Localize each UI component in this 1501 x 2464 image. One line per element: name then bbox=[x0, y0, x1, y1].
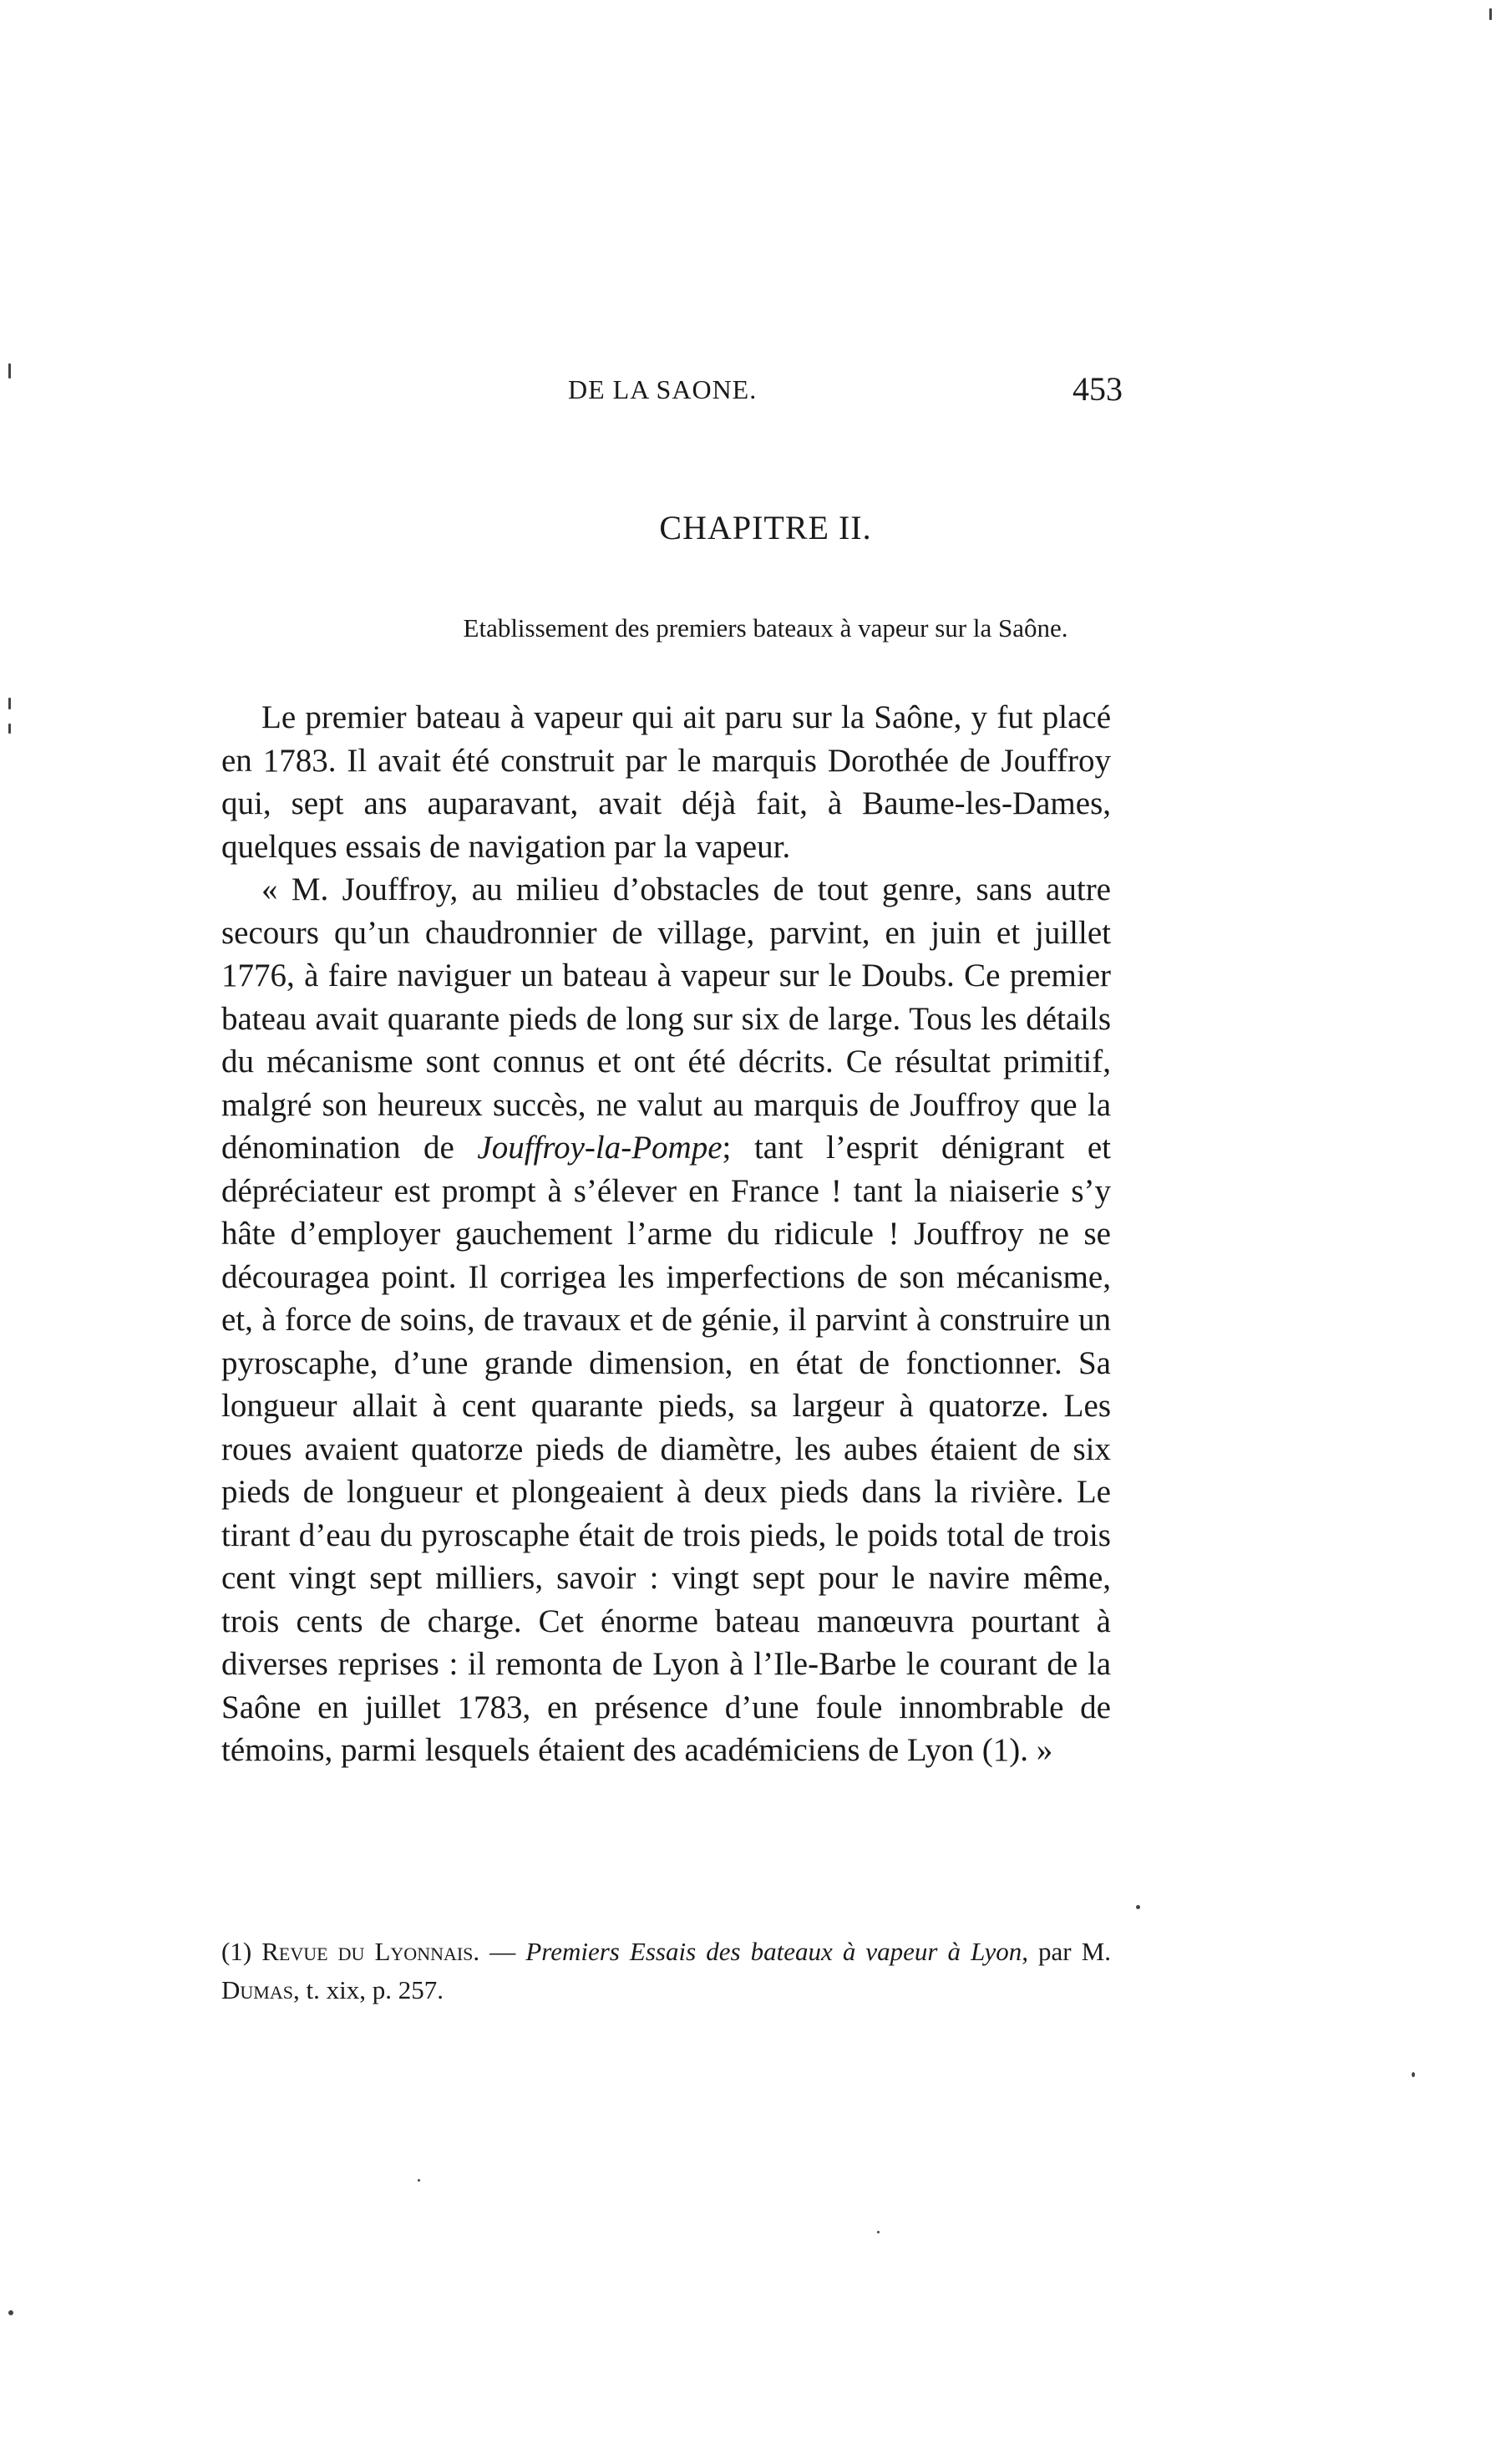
running-title: DE LA SAONE. bbox=[568, 374, 758, 404]
scan-speck bbox=[1489, 8, 1492, 20]
footnote-source: Revue du Lyonnais. bbox=[261, 1937, 480, 1966]
page-number: 453 bbox=[1073, 370, 1123, 408]
nickname-italic: Jouffroy-la-Pompe bbox=[477, 1130, 723, 1166]
chapter-title: CHAPITRE II. bbox=[659, 509, 872, 546]
footnote-title: Premiers Essais des bateaux à vapeur à Lyon, bbox=[525, 1937, 1028, 1966]
running-head bbox=[535, 370, 1123, 424]
scan-speck bbox=[418, 2179, 420, 2182]
footnote-reference: t. xix, p. 257. bbox=[306, 1975, 444, 2004]
footnote-author-prefix: par M. bbox=[1038, 1937, 1112, 1966]
footnote-marker: (1) bbox=[221, 1937, 252, 1966]
section-title: Etablissement des premiers bateaux à vapeur sur la Saône. bbox=[463, 613, 1068, 643]
body-text bbox=[221, 696, 1111, 1772]
footnote-dash: — bbox=[489, 1937, 516, 1966]
paragraph-2-text-a: « M. Jouffroy, au milieu d’obstacles de tout genre, sans autre secours qu’un chaudronnier de village, parvint, en juin et juillet 1776, à faire naviguer un bateau à vapeur sur le Doubs. Ce premier bateau avait quarante pieds de long sur six de large. Tous les détails du mécanisme sont connus et ont été décrits. Ce résultat primitif, malgré son heureux succès, ne valut au marquis de Jouffroy que la dénomination de bbox=[221, 871, 1111, 1166]
scan-speck bbox=[877, 2231, 880, 2233]
footnote-author: Dumas, bbox=[221, 1975, 300, 2004]
scan-speck bbox=[8, 698, 11, 709]
paragraph-1: Le premier bateau à vapeur qui ait paru sur la Saône, y fut placé en 1783. Il avait été construit par le marquis Dorothée de Jouffroy qui, sept ans auparavant, avait déjà fait, à Baume-les-Dames, quelques essais de navigation par la vapeur. bbox=[221, 699, 1111, 865]
scan-speck bbox=[8, 724, 11, 734]
scan-speck bbox=[1136, 1905, 1140, 1909]
footnote bbox=[221, 1933, 1111, 2009]
scan-speck bbox=[8, 363, 11, 378]
scan-speck bbox=[8, 2310, 13, 2315]
paragraph-2-text-b: ; tant l’esprit dénigrant et dépréciateur est prompt à s’élever en France ! tant la niaiserie s’y hâte d’employer gauchement l’arme du ridicule ! Jouffroy ne se découragea point. Il corrigea les imperfections de son mécanisme, et, à force de soins, de travaux et de génie, il parvint à construire un pyroscaphe, d’une grande dimension, en état de fonctionner. Sa longueur allait à cent quarante pieds, sa largeur à quatorze. Les roues avaient quatorze pieds de diamètre, les aubes étaient de six pieds de longueur et plongeaient à deux pieds dans la rivière. Le tirant d’eau du pyroscaphe était de trois pieds, le poids total de trois cent vingt sept milliers, savoir : vingt sept pour le navire même, trois cents de charge. Cet énorme bateau manœuvra pourtant à diverses reprises : il remonta de Lyon à l’Ile-Barbe le courant de la Saône en juillet 1783, en présence d’une foule innombrable de témoins, parmi lesquels étaient des académiciens de Lyon (1). » bbox=[221, 1130, 1111, 1768]
scan-speck bbox=[1412, 2072, 1415, 2077]
paragraph-2 bbox=[221, 868, 1111, 1772]
